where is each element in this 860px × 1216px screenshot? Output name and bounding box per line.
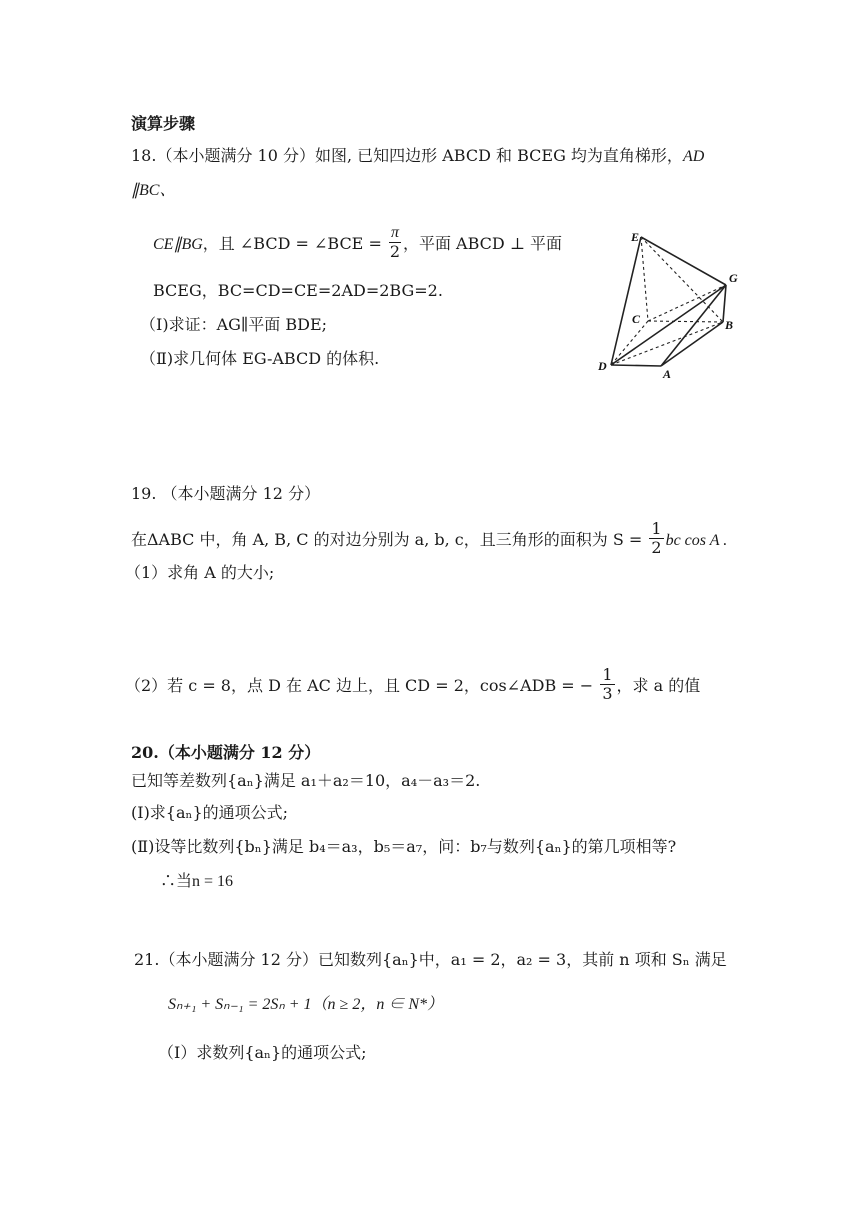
q18-line1-text: 18.（本小题满分 10 分）如图, 已知四边形 ABCD 和 BCEG 均为直角梯形， [131, 146, 683, 165]
label-C: C [632, 312, 641, 326]
q19-part2-b: ，求 a 的值 [616, 676, 701, 695]
q18-cond-b: ，且 ∠BCD = ∠BCE = [202, 234, 382, 253]
q18-conditions [153, 226, 562, 263]
q19-stmt-a: 在ΔABC 中，角 A, B, C 的对边分别为 a, b, c，且三角形的面积为 S = [131, 530, 643, 549]
q18-cond-a: CE∥BG [153, 236, 203, 253]
q18-frac-numerator: π [390, 224, 399, 241]
edge-DA [611, 365, 661, 366]
edge-DG [611, 285, 726, 365]
q19-statement [131, 519, 728, 559]
edge-CG [648, 285, 726, 321]
edge-BG [723, 285, 726, 322]
q19-part1: （1）求角 A 的大小; [125, 563, 275, 582]
q20-head: 20.（本小题满分 12 分） [131, 743, 321, 762]
q19-frac3-numerator: 1 [602, 665, 613, 684]
q20-part1: (Ⅰ)求{aₙ}的通项公式; [131, 803, 289, 822]
q19-fraction-third [600, 666, 614, 703]
q21-line1: 21.（本小题满分 12 分）已知数列{aₙ}中，a₁ = 2，a₂ = 3，其前 n 项和 Sₙ 满足 [134, 950, 727, 969]
label-D: D [598, 359, 607, 373]
q19-frac-numerator: 1 [651, 519, 662, 538]
q18-part2: （Ⅱ)求几何体 EG-ABCD 的体积. [140, 349, 380, 368]
q19-frac3-denominator: 3 [602, 684, 613, 703]
q18-cond-c: ，平面 ABCD ⊥ 平面 [402, 234, 562, 253]
edge-EC [641, 237, 648, 321]
q19-frac-denominator: 2 [651, 538, 662, 557]
q18-line2: ∥BC、 [131, 182, 176, 199]
q21-line2: Sₙ₊₁ + Sₙ₋₁ = 2Sₙ + 1（n ≥ 2，n ∈ N*） [168, 996, 443, 1013]
q20-part2: (Ⅱ)设等比数列{bₙ}满足 b₄＝a₃，b₅＝a₇，问：b₇与数列{aₙ}的第几项相等? [131, 837, 677, 856]
q18-fraction-pi-over-2 [389, 224, 401, 261]
q18-part1: （Ⅰ)求证：AG∥平面 BDE; [140, 315, 328, 334]
q19-head: 19. （本小题满分 12 分） [131, 484, 321, 503]
label-E: E [631, 230, 640, 244]
section-title: 演算步骤 [131, 114, 196, 133]
q20-note: ∴当n = 16 [160, 873, 234, 890]
q20-statement: 已知等差数列{aₙ}满足 a₁＋a₂＝10，a₄－a₃＝2. [131, 771, 481, 790]
q18-frac-denominator: 2 [389, 242, 401, 261]
label-A: A [663, 367, 672, 381]
edge-EB [641, 237, 723, 322]
edge-ED [611, 237, 641, 365]
q18-line4: BCEG，BC=CD=CE=2AD=2BG=2. [153, 281, 443, 300]
q19-stmt-b: bc cos A . [665, 532, 728, 549]
q21-part1: （Ⅰ）求数列{aₙ}的通项公式; [158, 1043, 367, 1062]
edge-CB [648, 321, 723, 322]
q18-line1-tail: AD [682, 148, 705, 165]
label-B: B [725, 318, 734, 332]
edge-EG [641, 237, 726, 285]
q18-geometry-figure [593, 226, 748, 381]
q19-part2-a: （2）若 c = 8，点 D 在 AC 边上，且 CD = 2，cos∠ADB = − [125, 676, 594, 695]
label-G: G [729, 271, 738, 285]
q18-line1 [131, 146, 704, 167]
q19-part2 [125, 665, 701, 705]
q19-fraction-half [649, 520, 663, 557]
edge-AG [661, 285, 726, 366]
